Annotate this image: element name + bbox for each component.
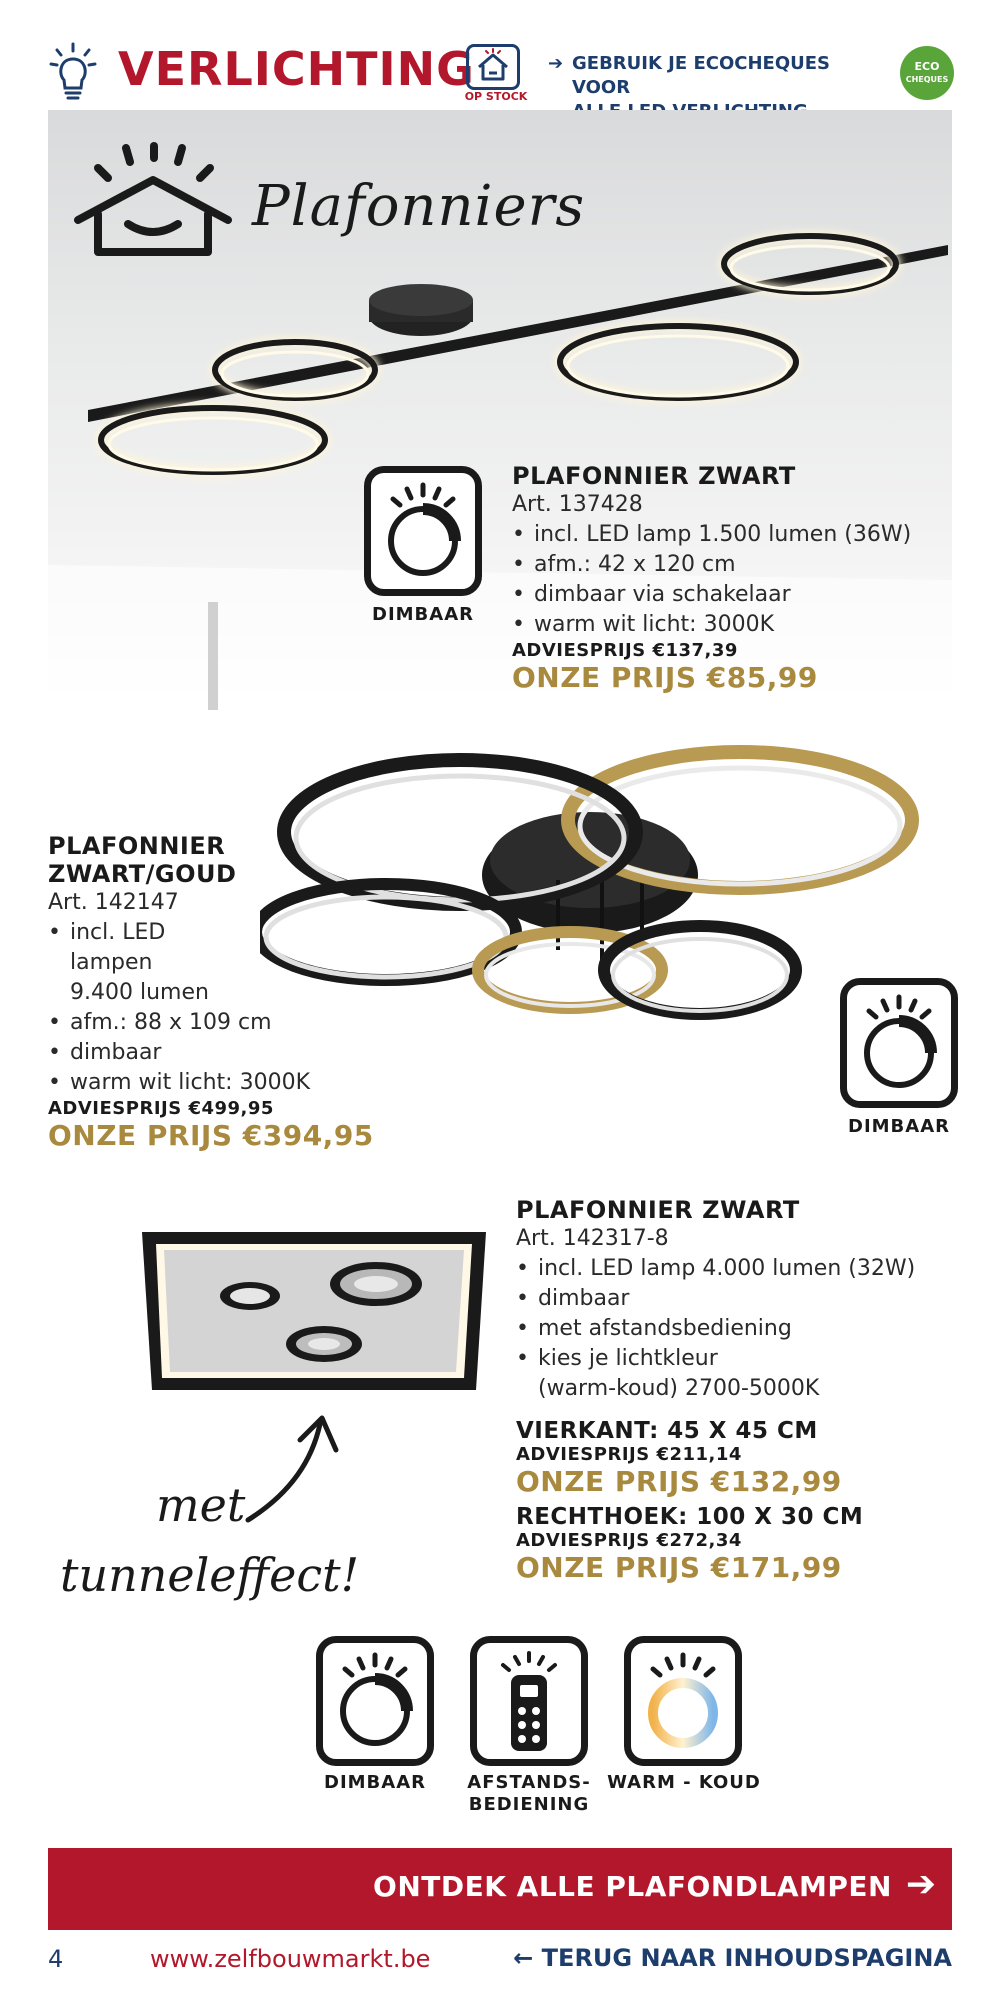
tunnel-line-1: met xyxy=(156,1478,246,1532)
spec-item: • dimbaar xyxy=(516,1284,956,1314)
remote-icon xyxy=(470,1636,588,1766)
ecocheques-badge xyxy=(900,46,954,100)
website-link[interactable]: www.zelfbouwmarkt.be xyxy=(150,1945,431,1973)
color-temperature-icon xyxy=(624,1636,742,1766)
back-to-contents-link[interactable]: ← TERUG NAAR INHOUDSPAGINA xyxy=(513,1944,952,1972)
variant-rect-advice-price: ADVIESPRIJS €272,34 xyxy=(516,1530,742,1551)
variant-rect-price: ONZE PRIJS €171,99 xyxy=(516,1551,842,1584)
spec-item: • met afstandsbediening xyxy=(516,1314,956,1344)
spec-item: • dimbaar xyxy=(48,1038,408,1068)
product-3-info xyxy=(516,1196,956,1584)
cta-label: ONTDEK ALLE PLAFONDLAMPEN xyxy=(373,1870,892,1903)
arrow-right-icon: ➔ xyxy=(905,1864,936,1905)
dimmer-icon xyxy=(316,1636,434,1766)
variant-square-advice-price: ADVIESPRIJS €211,14 xyxy=(516,1444,742,1465)
product-1-price: ONZE PRIJS €85,99 xyxy=(512,661,818,694)
section-script-title: Plafonniers xyxy=(252,174,586,239)
eco-line-1: GEBRUIK JE ECOCHEQUES VOOR xyxy=(572,53,830,98)
product-2-title-line-2: ZWART/GOUD xyxy=(48,860,237,888)
spec-text-continued: 9.400 lumen xyxy=(70,980,209,1005)
spec-item: • warm wit licht: 3000K xyxy=(48,1068,408,1098)
arrow-right-icon: ➔ xyxy=(548,53,564,74)
discover-ceiling-lamps-button[interactable] xyxy=(48,1848,952,1930)
spec-item: • afm.: 42 x 120 cm xyxy=(512,550,952,580)
feature-remote-label-line-2: BEDIENING xyxy=(468,1794,590,1815)
product-3-specs xyxy=(516,1254,956,1404)
spec-text: incl. LED xyxy=(70,920,166,945)
dimmer-label: DIMBAAR xyxy=(372,604,474,625)
dimmer-icon xyxy=(364,466,482,596)
feature-dimmer-label: DIMBAAR xyxy=(324,1772,426,1793)
spec-text-continued: lampen xyxy=(70,950,153,975)
page-header xyxy=(0,0,1000,110)
stock-label: OP STOCK xyxy=(464,90,528,103)
product-1-art: Art. 137428 xyxy=(512,492,643,517)
feature-remote-label xyxy=(458,1772,600,1816)
spec-item xyxy=(48,918,408,1008)
product-2-info xyxy=(48,832,408,1152)
product-1-info xyxy=(512,462,952,694)
page-title: VERLICHTING xyxy=(118,42,475,96)
product-2-advice-price: ADVIESPRIJS €499,95 xyxy=(48,1098,274,1119)
spec-item: • incl. LED lamp 4.000 lumen (32W) xyxy=(516,1254,956,1284)
product-1-advice-price: ADVIESPRIJS €137,39 xyxy=(512,640,738,661)
square-ceiling-lamp-image xyxy=(140,1228,490,1398)
dimmer-icon xyxy=(840,978,958,1108)
product-2-price: ONZE PRIJS €394,95 xyxy=(48,1119,374,1152)
house-logo-icon xyxy=(78,146,228,252)
product-2-title-line-1: PLAFONNIER xyxy=(48,832,226,860)
lightbulb-icon xyxy=(48,42,98,104)
feature-remote-label-line-1: AFSTANDS- xyxy=(467,1772,591,1793)
dimmer-label: DIMBAAR xyxy=(848,1116,950,1137)
spec-item: • dimbaar via schakelaar xyxy=(512,580,952,610)
spec-item: • incl. LED lamp 1.500 lumen (36W) xyxy=(512,520,952,550)
product-2-specs xyxy=(48,918,408,1098)
house-stock-icon xyxy=(466,44,520,90)
product-2-art: Art. 142147 xyxy=(48,890,179,915)
spec-text: kies je lichtkleur xyxy=(538,1346,718,1371)
spec-item: • warm wit licht: 3000K xyxy=(512,610,952,640)
variant-rect-title: RECHTHOEK: 100 X 30 CM xyxy=(516,1504,864,1530)
eco-badge-line-1: ECO xyxy=(914,60,940,73)
product-3-title: PLAFONNIER ZWART xyxy=(516,1196,800,1224)
feature-warm-cold-label: WARM - KOUD xyxy=(607,1772,761,1793)
tunnel-line-2: tunneleffect! xyxy=(60,1548,360,1602)
spec-text-continued: (warm-koud) 2700-5000K xyxy=(538,1376,820,1401)
tunnel-effect-note xyxy=(60,1470,359,1610)
variant-square-title: VIERKANT: 45 X 45 CM xyxy=(516,1418,818,1444)
variant-square-price: ONZE PRIJS €132,99 xyxy=(516,1465,842,1498)
page-number: 4 xyxy=(48,1945,64,1973)
spec-item xyxy=(516,1344,956,1404)
product-1-title: PLAFONNIER ZWART xyxy=(512,462,796,490)
product-1-specs xyxy=(512,520,952,640)
eco-badge-line-2: CHEQUES xyxy=(905,75,949,84)
spec-item: • afm.: 88 x 109 cm xyxy=(48,1008,408,1038)
product-3-art: Art. 142317-8 xyxy=(516,1226,669,1251)
